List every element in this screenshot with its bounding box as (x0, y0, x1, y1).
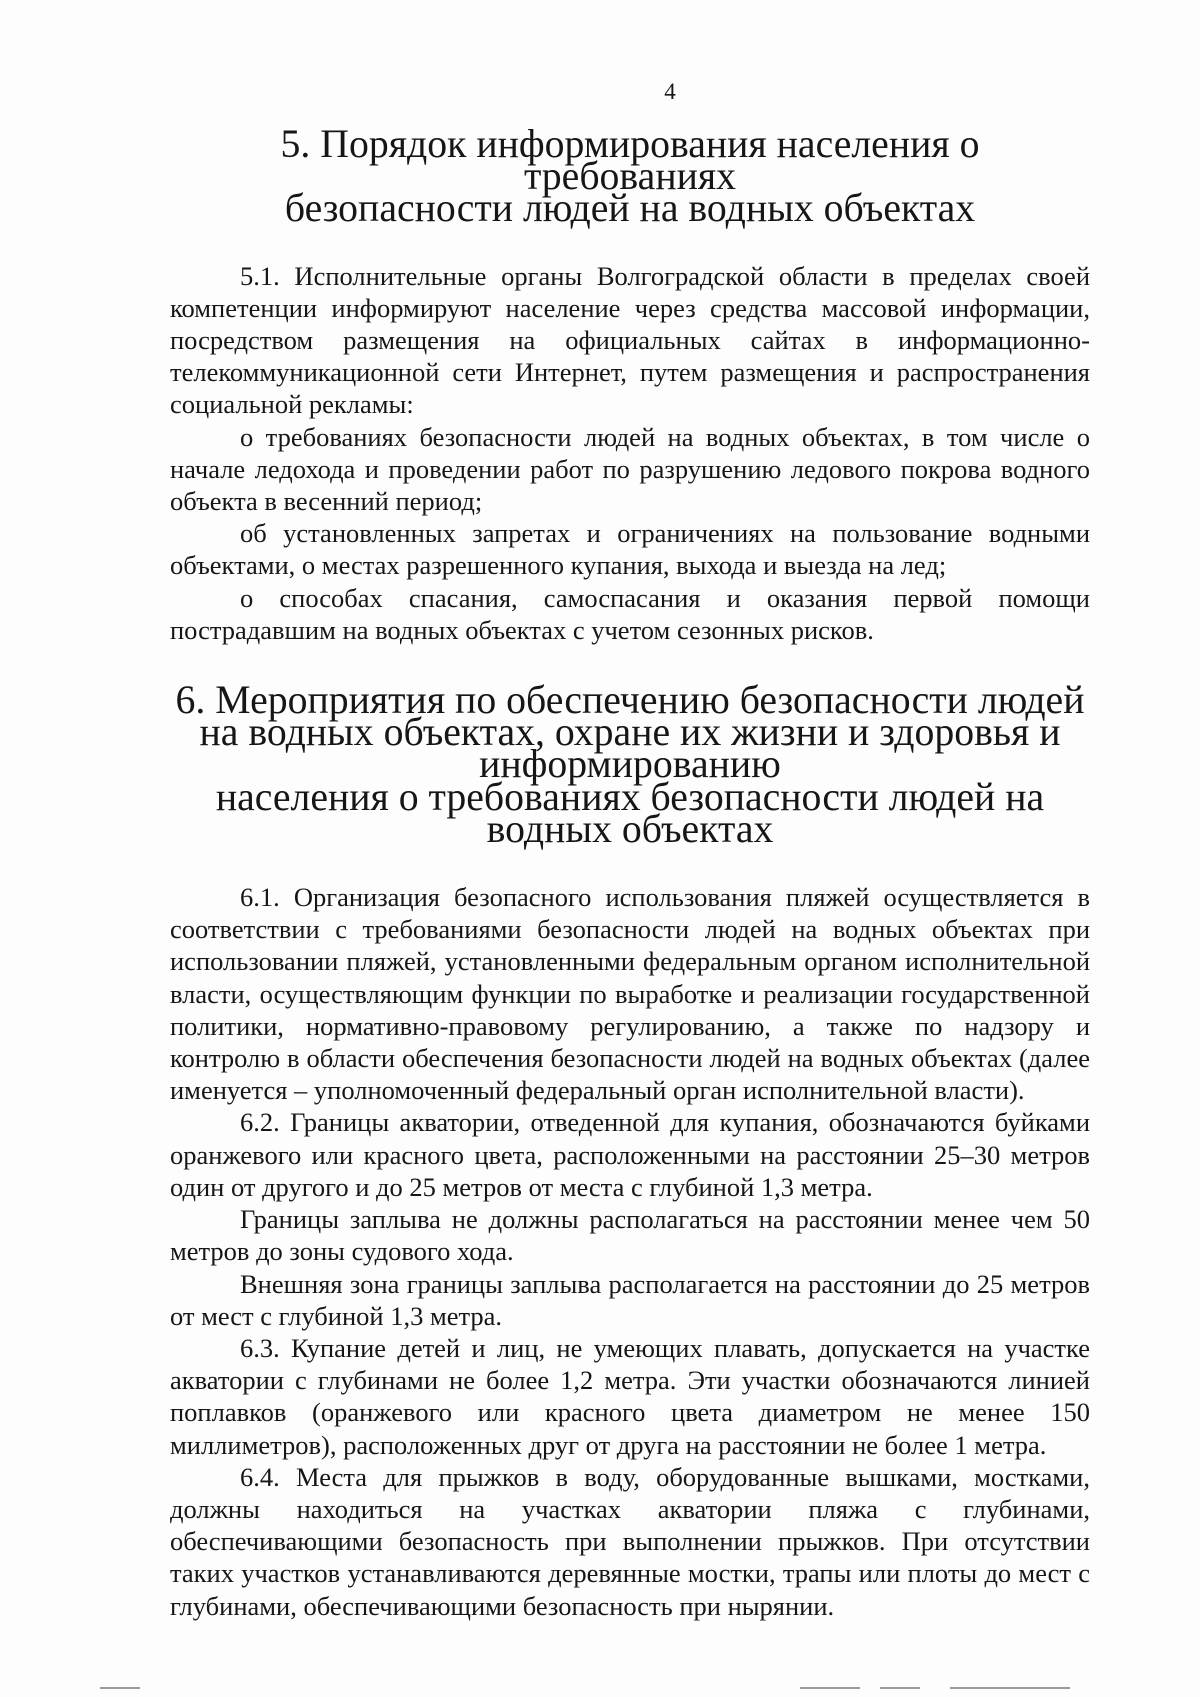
paragraph-6-4: 6.4. Места для прыжков в воду, оборудованные вышками, мостками, должны находиться на участках акватории пляжа с глубинами, обеспечивающими безопасность при выполнении прыжков. При отсутствии таких участков устанавливаются деревянные мостки, трапы или плоты до мест с глубинами, обеспечивающими безопасность при нырянии. (170, 1461, 1090, 1621)
heading-line: на водных объектах, охране их жизни и здоровья и информированию (199, 710, 1061, 787)
paragraph-6-2-cont: Внешняя зона границы заплыва располагается на расстоянии до 25 метров от мест с глубиной 1,3 метра. (170, 1268, 1090, 1331)
paragraph-6-3: 6.3. Купание детей и лиц, не умеющих плавать, допускается на участке акватории с глубинами не более 1,2 метра. Эти участки обозначаются линией поплавков (оранжевого или красного цвета диаметром не менее 150 миллиметров), расположенных друг от друга на расстоянии не более 1 метра. (170, 1332, 1090, 1460)
section-5-heading (170, 122, 1090, 231)
paragraph-5-1-item: об установленных запретах и ограничениях на пользование водными объектами, о местах разрешенного купания, выхода и выезда на лед; (170, 518, 1090, 581)
heading-line: безопасности людей на водных объектах (284, 186, 976, 231)
paragraph-6-2-cont: Границы заплыва не должны располагаться на расстоянии менее чем 50 метров до зоны судового хода. (170, 1204, 1090, 1267)
scan-artifact-dots (100, 1685, 1100, 1693)
paragraph-6-1: 6.1. Организация безопасного использования пляжей осуществляется в соответствии с требованиями безопасности людей на водных объектах при использовании пляжей, установленными федеральным органом исполнительной власти, осуществляющим функции по выработке и реализации государственной политики, нормативно-правовому регулированию, а также по надзору и контролю в области обеспечения безопасности людей на водных объектах (далее именуется – уполномоченный федеральный орган исполнительной власти). (170, 882, 1090, 1106)
heading-line: 6. Мероприятия по обеспечению безопасности людей (175, 678, 1085, 723)
document-body (170, 122, 1090, 1622)
heading-line: 5. Порядок информирования населения о требованиях (280, 122, 980, 199)
section-6-heading (170, 678, 1090, 851)
paragraph-6-2: 6.2. Границы акватории, отведенной для купания, обозначаются буйками оранжевого или красного цвета, расположенными на расстоянии 25–30 метров один от другого и до 25 метров от места с глубиной 1,3 метра. (170, 1107, 1090, 1202)
paragraph-5-1-item: о требованиях безопасности людей на водных объектах, в том числе о начале ледохода и проведении работ по разрушению ледового покрова водного объекта в весенний период; (170, 421, 1090, 517)
paragraph-5-1: 5.1. Исполнительные органы Волгоградской области в пределах своей компетенции информируют население через средства массовой информации, посредством размещения на официальных сайтах в информационно-телекоммуникационной сети Интернет, путем размещения и распространения социальной рекламы: (170, 260, 1090, 420)
page-number: 4 (664, 79, 676, 104)
heading-line: населения о требованиях безопасности людей на водных объектах (215, 774, 1045, 851)
paragraph-5-1-item: о способах спасания, самоспасания и оказания первой помощи пострадавшим на водных объектах с учетом сезонных рисков. (170, 582, 1090, 645)
